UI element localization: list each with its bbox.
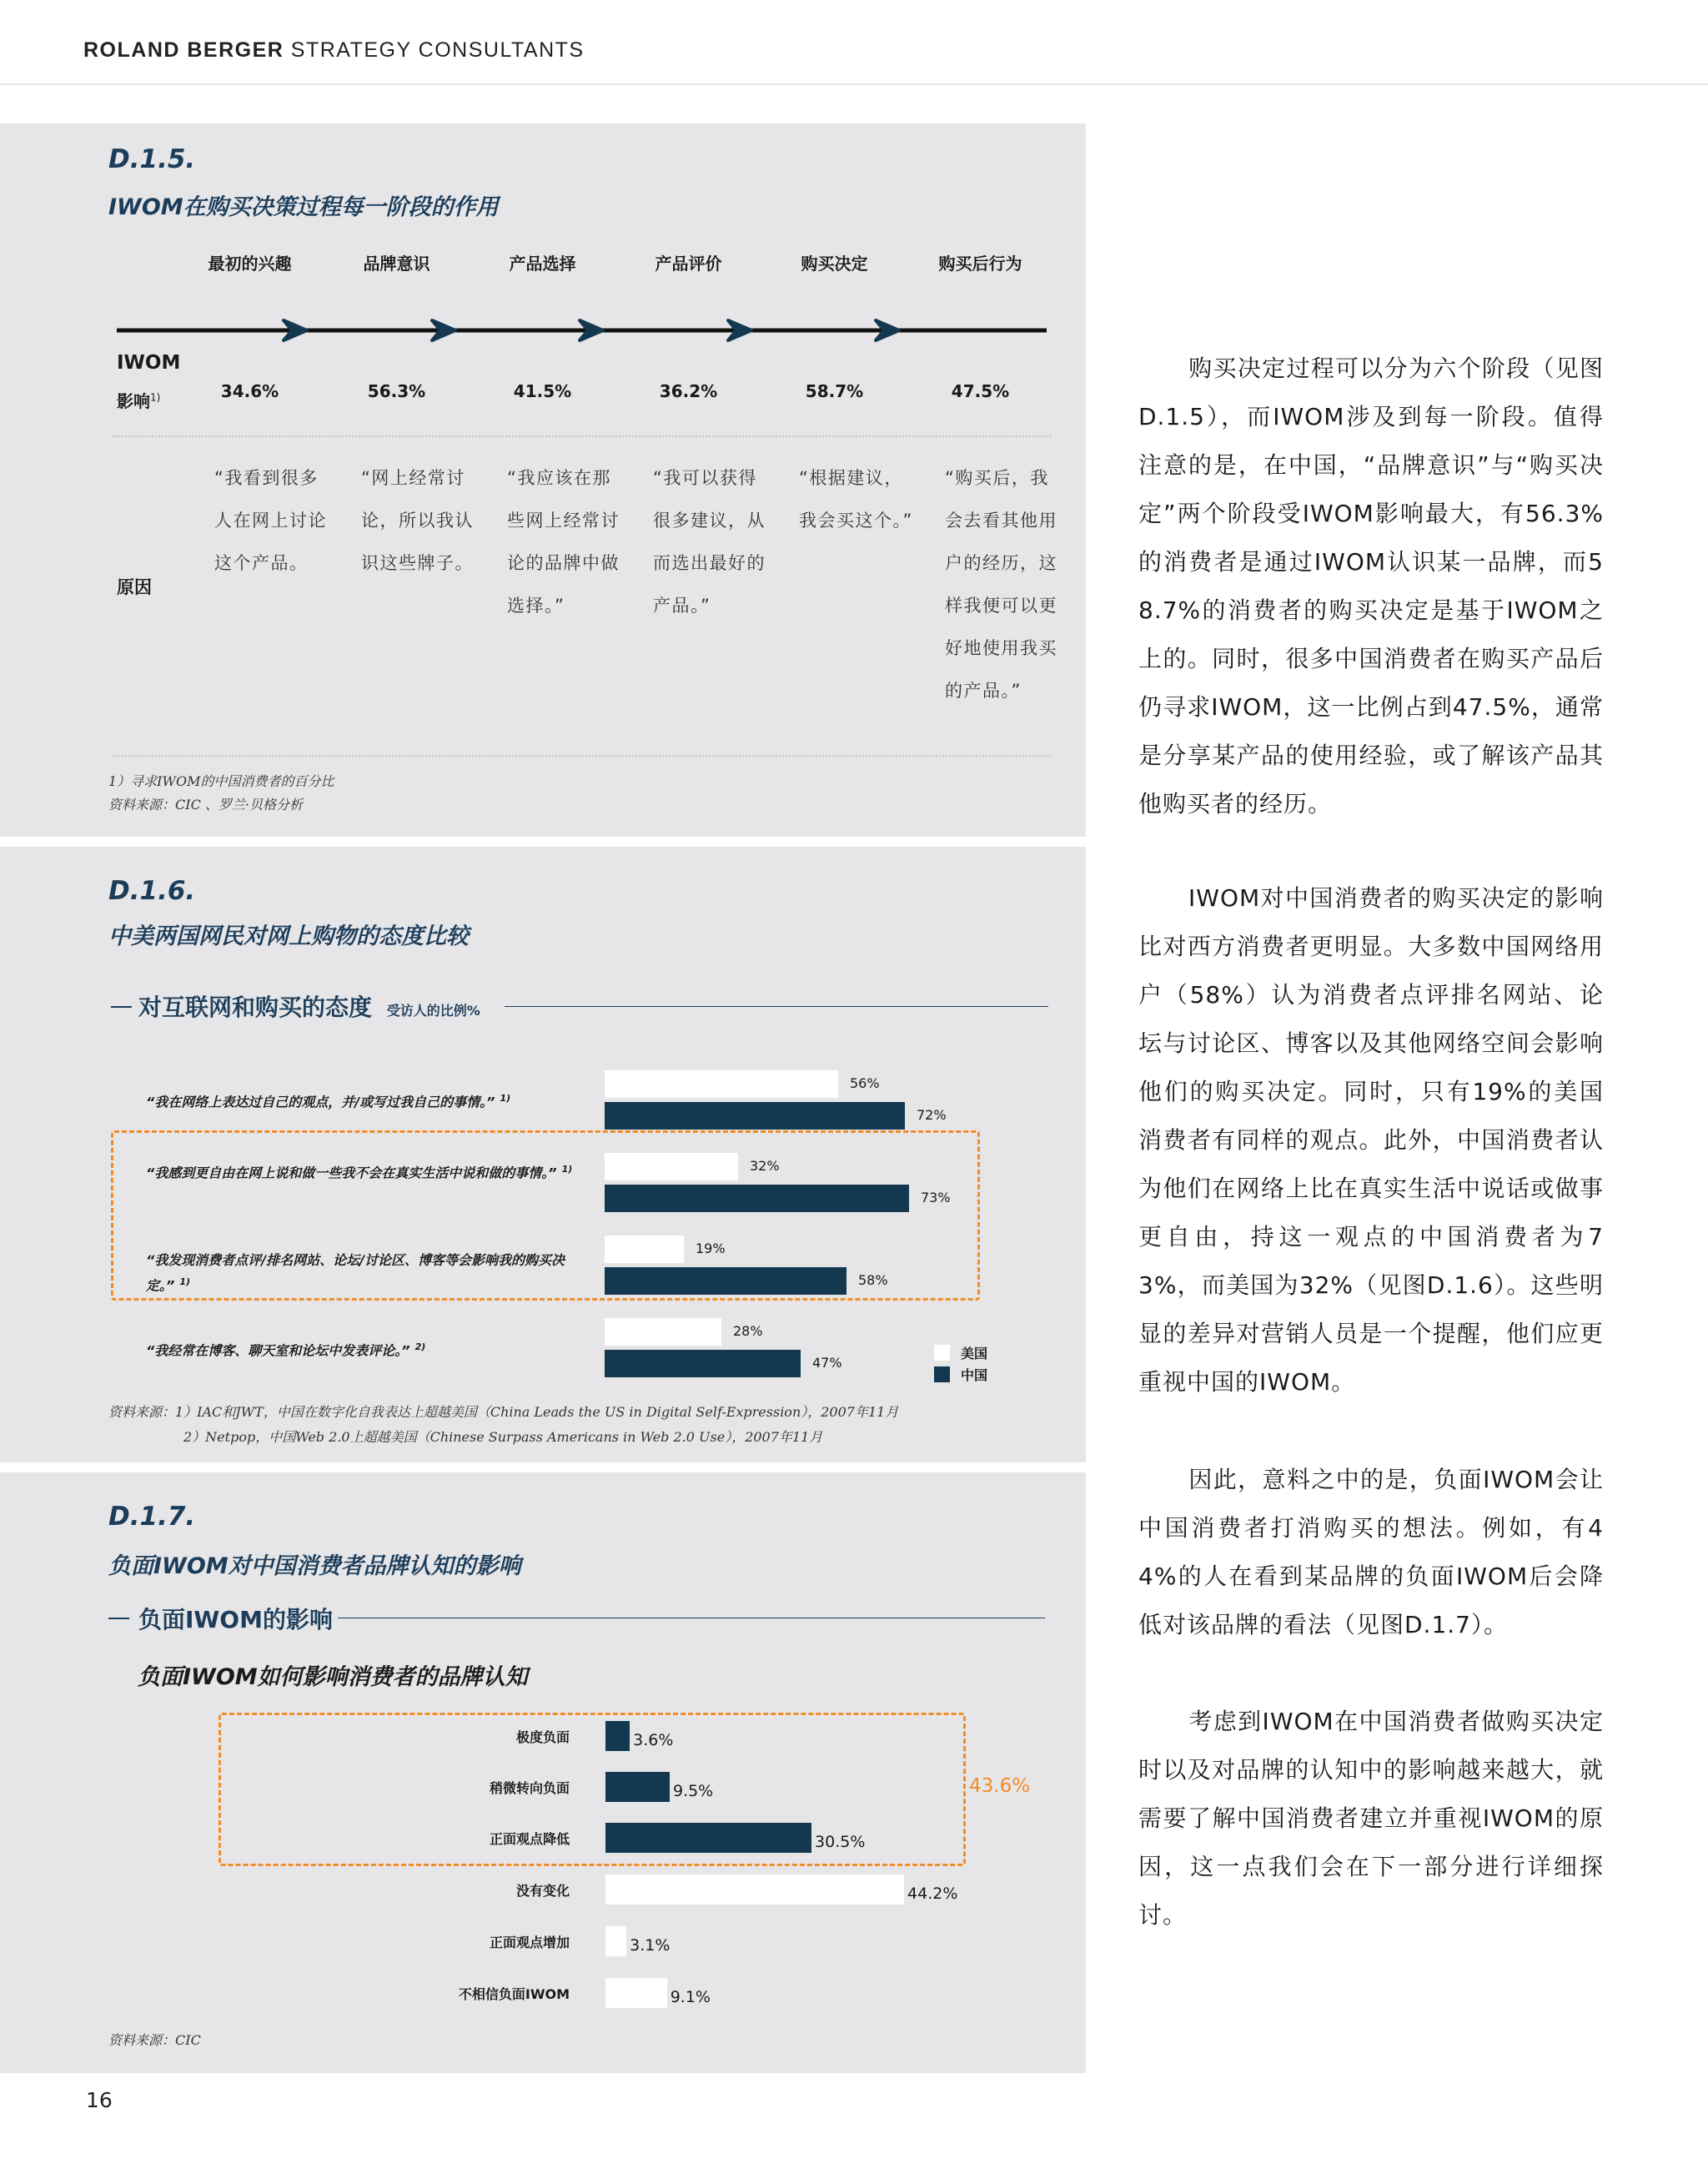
bar-value-label: 3.1% — [630, 1936, 671, 1955]
reason-quote: “我可以获得很多建议，从而选出最好的产品。” — [653, 468, 766, 616]
highlight-box — [111, 1130, 980, 1301]
figure-d16-subtitle-text: 对互联网和购买的态度 — [138, 994, 373, 1021]
category-label: 正面观点降低 — [489, 1831, 570, 1847]
bar-negative — [605, 1772, 670, 1802]
iwom-influence-value: 41.5% — [513, 381, 572, 401]
reason-quote: “购买后，我会去看其他用户的经历，这样我便可以更好地使用我买的产品。” — [945, 468, 1057, 701]
figure-d16-number: D.1.6. — [108, 876, 196, 906]
page-number: 16 — [86, 2088, 113, 2112]
body-paragraph-text: 因此，意料之中的是，负面IWOM会让中国消费者打消购买的想法。例如，有44%的人在看到某品牌的负面IWOM后会降低对该品牌的看法（见图D.1.7）。 — [1138, 1466, 1604, 1638]
bar-value-label: 28% — [733, 1323, 763, 1339]
attitude-statement — [146, 1336, 580, 1361]
brand-header — [83, 38, 585, 63]
bar-cn — [605, 1350, 801, 1377]
iwom-influence-value: 56.3% — [367, 381, 426, 401]
bar-cn — [605, 1102, 905, 1130]
figure-d15-title: IWOM在购买决策过程每一阶段的作用 — [108, 194, 499, 220]
figure-d17-title: 负面IWOM对中国消费者品牌认知的影响 — [108, 1553, 521, 1579]
row-iwom-sub: 影响 — [117, 391, 150, 411]
bar-value-label: 19% — [696, 1240, 726, 1256]
stage-label: 品牌意识 — [363, 254, 430, 274]
bar-neutral-positive — [605, 1926, 626, 1956]
reason-quote: “我看到很多人在网上讨论这个产品。 — [214, 468, 327, 573]
attitude-statement-sup: 1) — [500, 1093, 511, 1104]
bar-value-label: 58% — [858, 1272, 888, 1288]
brand-name: ROLAND BERGER — [83, 38, 284, 62]
figure-d17-number: D.1.7. — [108, 1502, 196, 1532]
subtitle-rule-left — [111, 1006, 132, 1008]
figure-d17-chart-title: 负面IWOM如何影响消费者的品牌认知 — [138, 1664, 528, 1690]
attitude-statement-text: “我经常在博客、聊天室和论坛中发表评论。” — [146, 1342, 410, 1359]
attitude-statement-sup: 1) — [561, 1164, 573, 1175]
attitude-statement-sup: 1) — [179, 1276, 190, 1287]
bar-value-label: 44.2% — [907, 1885, 958, 1903]
figure-d16-source-1: 资料来源：1）IAC和JWT，中国在数字化自我表达上超越美国（China Leads the US in Digital Self-Expression），2007年11月 — [108, 1404, 899, 1420]
stage-label: 最初的兴趣 — [208, 254, 292, 274]
iwom-influence-value: 34.6% — [220, 381, 279, 401]
bar-value-label: 72% — [917, 1107, 947, 1123]
iwom-influence-value: 58.7% — [805, 381, 864, 401]
brand-tagline: STRATEGY CONSULTANTS — [290, 38, 585, 62]
iwom-influence-value: 36.2% — [659, 381, 718, 401]
bar-us — [605, 1070, 838, 1098]
attitude-statement-text: “我在网络上表达过自己的观点，并/或写过我自己的事情。” — [146, 1094, 495, 1110]
row-iwom-label: IWOM — [117, 352, 181, 374]
row-iwom-sup: 1) — [150, 391, 161, 404]
legend-us-label: 美国 — [961, 1346, 988, 1361]
negative-total-label: 43.6% — [969, 1775, 1031, 1797]
figure-d16-title: 中美两国网民对网上购物的态度比较 — [108, 923, 469, 949]
subtitle-rule-left — [108, 1618, 129, 1619]
bar-us — [605, 1318, 721, 1346]
body-paragraph-text: IWOM对中国消费者的购买决定的影响比对西方消费者更明显。大多数中国网络用户（58%）认为消费者点评排名网站、论坛与讨论区、博客以及其他网络空间会影响他们的购买决定。同时，只有19%的美国消费者有同样的观点。此外，中国消费者认为他们在网络上比在真实生活中说话或做事更自由，持这一观点的中国消费者为73%，而美国为32%（见图D.1.6）。这些明显的差异对营销人员是一个提醒，他们应更重视中国的IWOM。 — [1138, 884, 1604, 1396]
stage-label: 产品选择 — [509, 254, 576, 274]
body-paragraph — [1138, 1456, 1604, 1649]
figure-d16-subtitle-small: 受访人的比例% — [386, 1003, 480, 1019]
reason-quote: “根据建议，我会买这个。” — [799, 468, 913, 531]
bar-value-label: 56% — [850, 1075, 880, 1091]
header-divider — [0, 83, 1708, 85]
attitude-statement — [146, 1088, 580, 1113]
legend-cn-swatch — [934, 1366, 950, 1382]
bar-neutral-positive — [605, 1875, 904, 1905]
stage-label: 购买后行为 — [938, 254, 1022, 274]
category-label: 稍微转向负面 — [489, 1780, 570, 1796]
dotted-divider — [113, 435, 1051, 437]
subtitle-rule-right — [505, 1006, 1048, 1007]
attitude-statement-text: “我感到更自由在网上说和做一些我不会在真实生活中说和做的事情。” — [146, 1165, 557, 1181]
figure-d15-footnote: 1）寻求IWOM的中国消费者的百分比 — [108, 773, 334, 789]
category-label: 没有变化 — [515, 1883, 570, 1899]
reason-quote: “网上经常讨论，所以我认识这些牌子。 — [361, 468, 474, 573]
attitude-statement-text: “我发现消费者点评/排名网站、论坛/讨论区、博客等会影响我的购买决定。” — [146, 1252, 565, 1294]
figure-d17-source: 资料来源：CIC — [108, 2032, 201, 2048]
reason-quote: “我应该在那些网上经常讨论的品牌中做选择。” — [507, 468, 620, 616]
bar-value-label: 9.1% — [670, 1988, 711, 2006]
figure-d16-subtitle — [138, 989, 480, 1023]
dotted-divider — [113, 755, 1051, 757]
figure-d16-source-2: 2）Netpop，中国Web 2.0上超越美国（Chinese Surpass Americans in Web 2.0 Use），2007年11月 — [183, 1429, 823, 1445]
bar-value-label: 32% — [750, 1158, 780, 1174]
row-iwom-sublabel — [117, 388, 160, 412]
bar-value-label: 9.5% — [672, 1782, 714, 1800]
process-arrow-line — [117, 315, 1047, 345]
legend-cn-label: 中国 — [961, 1367, 988, 1383]
attitude-statement-sup: 2) — [414, 1341, 426, 1352]
bar-value-label: 3.6% — [633, 1731, 674, 1749]
stage-label: 产品评价 — [655, 254, 722, 274]
bar-value-label: 73% — [921, 1190, 951, 1205]
body-paragraph-text: 考虑到IWOM在中国消费者做购买决定时以及对品牌的认知中的影响越来越大，就需要了解中国消费者建立并重视IWOM的原因，这一点我们会在下一部分进行详细探讨。 — [1138, 1708, 1604, 1929]
figure-d15-source: 资料来源：CIC 、罗兰·贝格分析 — [108, 797, 303, 813]
iwom-influence-value: 47.5% — [951, 381, 1010, 401]
figure-d15-number: D.1.5. — [108, 144, 196, 174]
body-paragraph — [1138, 345, 1604, 828]
stage-label: 购买决定 — [801, 254, 868, 274]
legend-us-swatch — [934, 1345, 950, 1361]
bar-value-label: 47% — [812, 1355, 842, 1371]
figure-d17-subtitle: 负面IWOM的影响 — [138, 1606, 333, 1633]
body-paragraph — [1138, 874, 1604, 1407]
category-label: 不相信负面IWOM — [458, 1986, 570, 2002]
bar-negative — [605, 1721, 630, 1751]
category-label: 正面观点增加 — [489, 1935, 570, 1950]
bar-neutral-positive — [605, 1978, 667, 2008]
row-reason-label: 原因 — [117, 577, 152, 597]
body-paragraph — [1138, 1698, 1604, 1940]
bar-negative — [605, 1823, 811, 1853]
bar-value-label: 30.5% — [815, 1833, 866, 1851]
category-label: 极度负面 — [515, 1729, 570, 1745]
body-paragraph-text: 购买决定过程可以分为六个阶段（见图D.1.5），而IWOM涉及到每一阶段。值得注意的是，在中国，“品牌意识”与“购买决定”两个阶段受IWOM影响最大，有56.3%的消费者是通过IWOM认识某一品牌，而58.7%的消费者的购买决定是基于IWOM之上的。同时，很多中国消费者在购买产品后仍寻求IWOM，这一比例占到47.5%，通常是分享某产品的使用经验，或了解该产品其他购买者的经历。 — [1138, 355, 1604, 818]
